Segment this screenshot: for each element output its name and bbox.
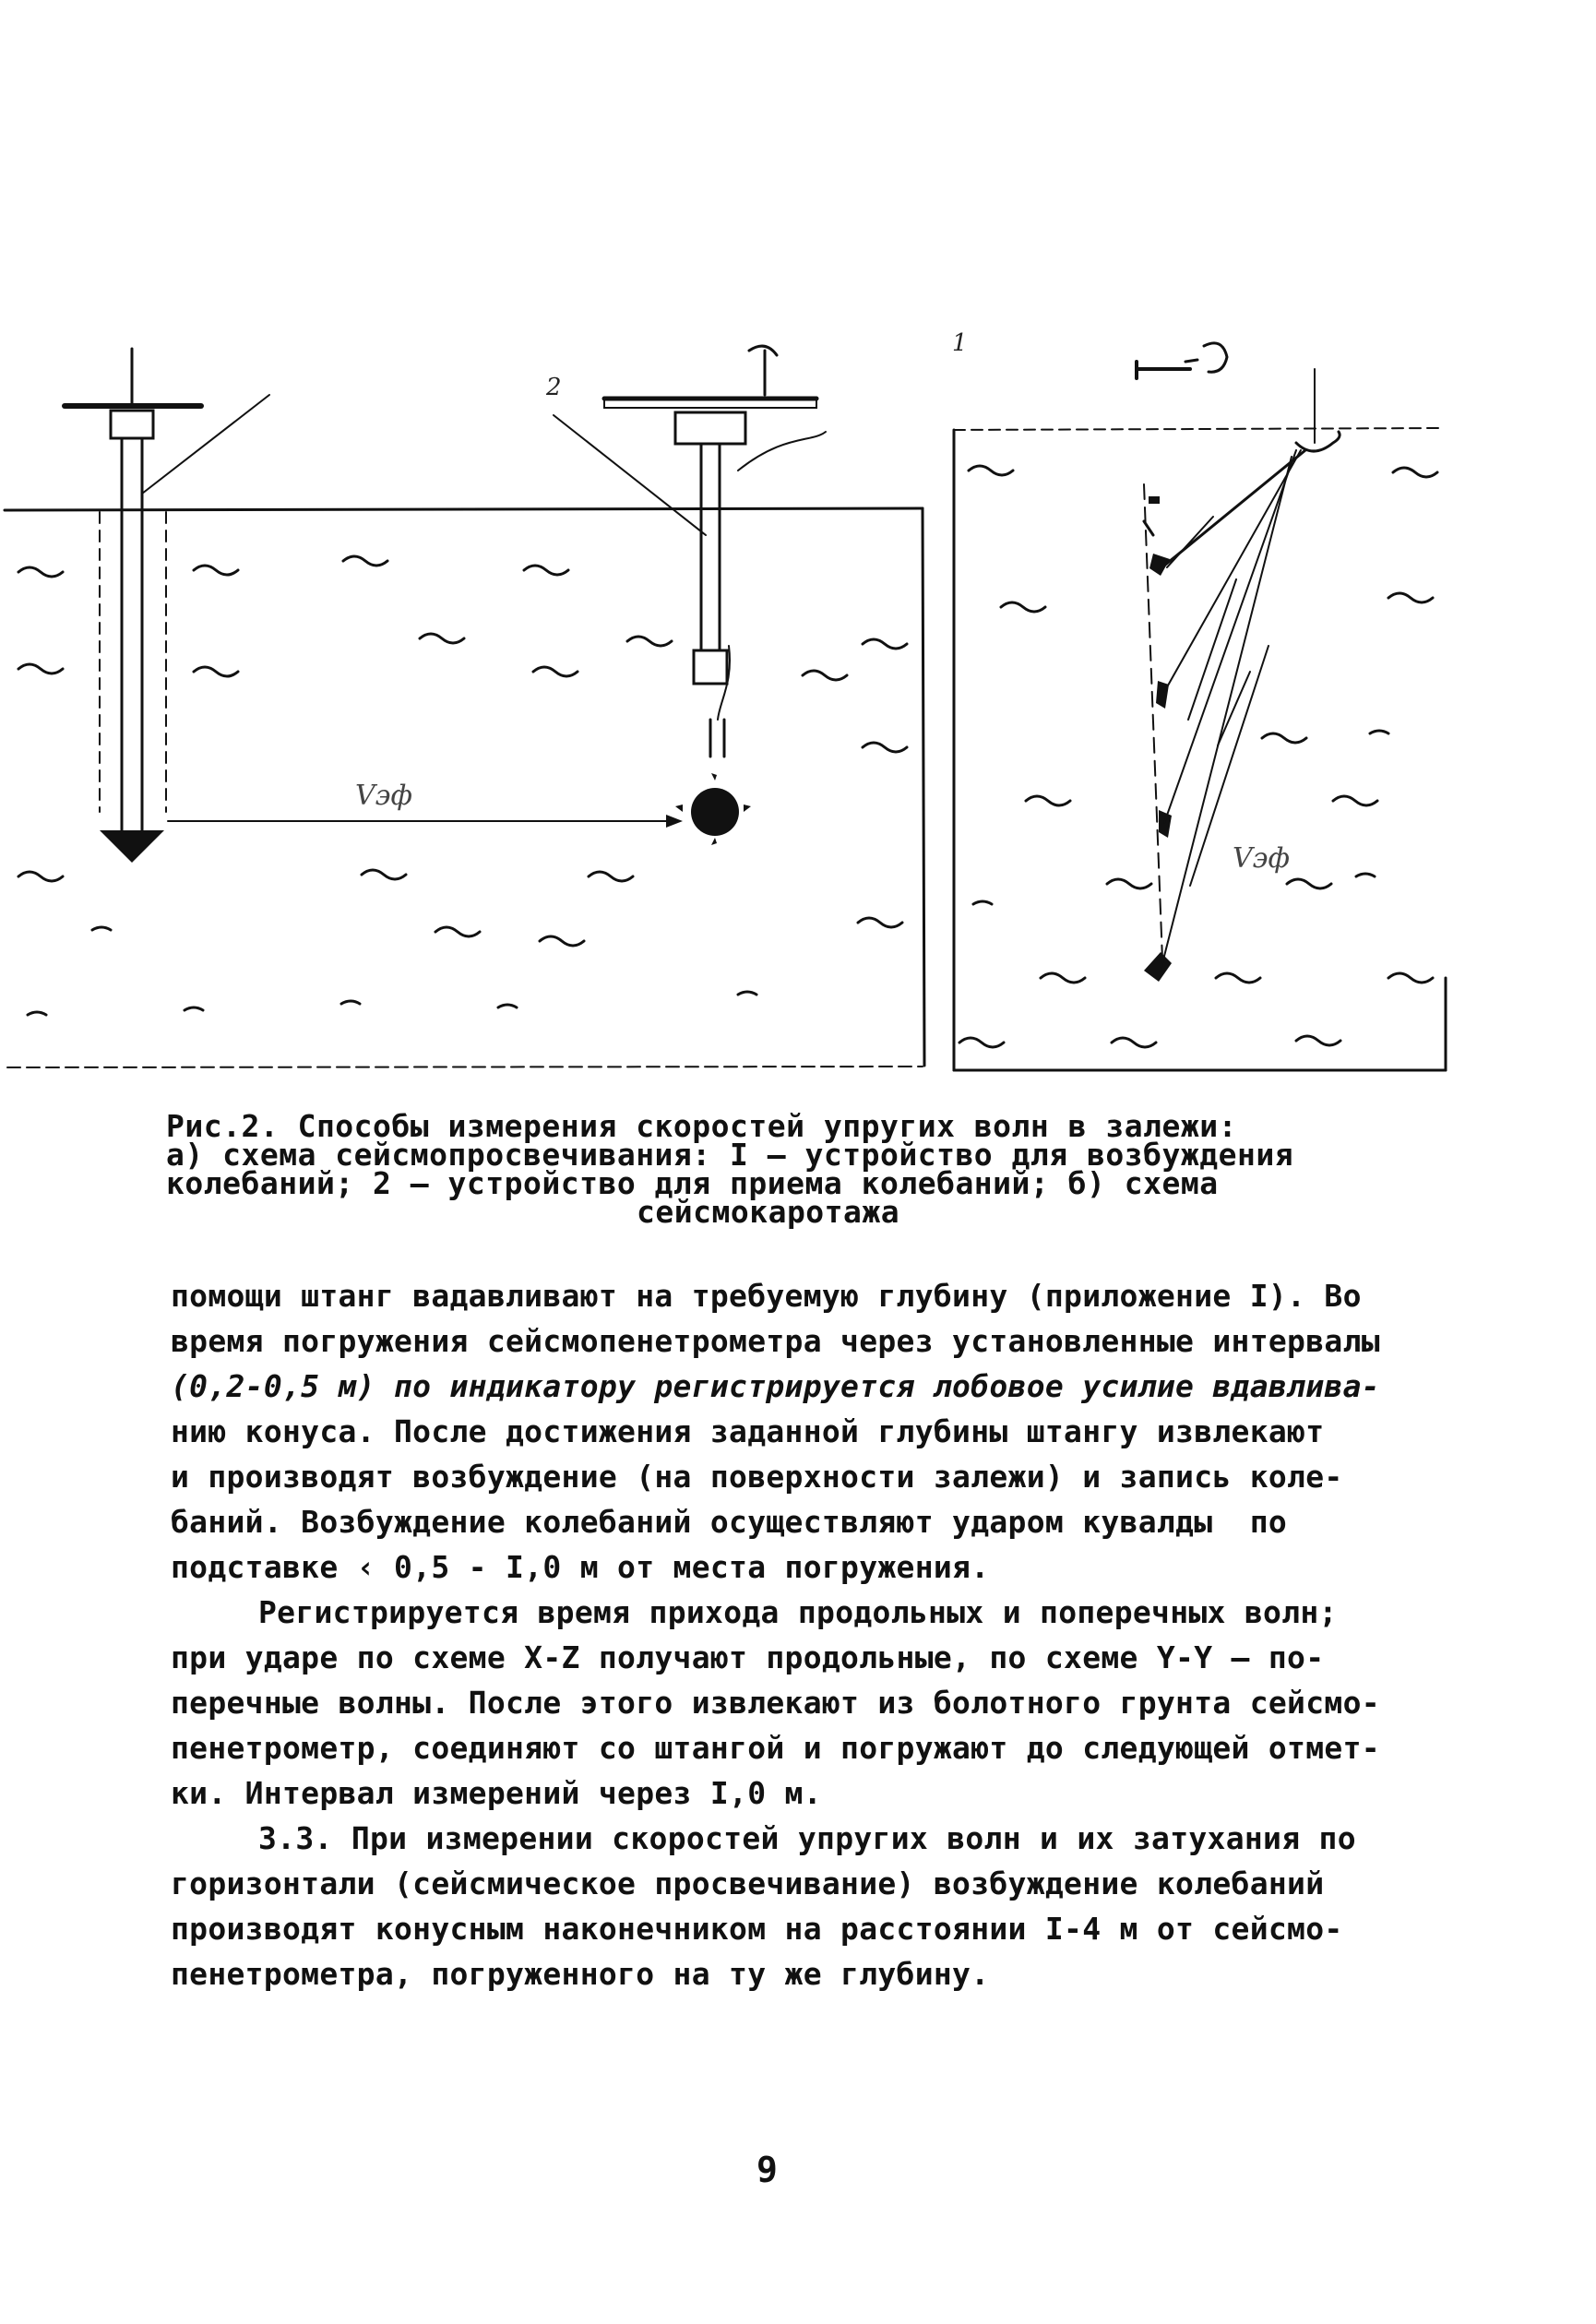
text-line: нию конуса. После достижения заданной глубины штангу извлекают — [171, 1413, 1325, 1449]
source-device — [65, 349, 269, 863]
paragraph-3 — [171, 1816, 1425, 1996]
text-line: производят конусным наконечником на расстоянии I-4 м от сейсмо- — [171, 1911, 1343, 1947]
caption-line: сейсмокаротажа — [637, 1194, 900, 1230]
page-number: 9 — [756, 2150, 778, 2190]
receiver-device — [554, 346, 826, 845]
caption-line: а) схема сейсмопросвечивания: I — устройство для возбуждения — [166, 1137, 1294, 1173]
text-line: 3.3. При измерении скоростей упругих волн и их затухания по — [258, 1820, 1356, 1856]
figure-caption — [166, 1108, 1365, 1230]
text-line: (0,2-0,5 м) по индикатору регистрируется лобовое усилие вдавлива- — [171, 1368, 1380, 1404]
text-line: ки. Интервал измерений через I,0 м. — [171, 1775, 822, 1811]
text-line: горизонтали (сейсмическое просвечивание) возбуждение колебаний — [171, 1865, 1325, 1901]
water-marks-b — [959, 466, 1437, 1047]
panel-a — [5, 346, 924, 1067]
paragraph-1 — [171, 1273, 1425, 1590]
text-line: Регистрируется время прихода продольных и поперечных волн; — [258, 1594, 1338, 1630]
text-line: время погружения сейсмопенетрометра через установленные интервалы — [171, 1323, 1380, 1359]
text-line: пенетрометра, погруженного на ту же глубину. — [171, 1956, 990, 1992]
figure-seismic-methods — [0, 332, 1596, 1089]
text-line: пенетрометр, соединяют со штангой и погружают до следующей отмет- — [171, 1730, 1380, 1766]
panel-b — [954, 343, 1446, 1070]
paragraph-2 — [171, 1590, 1425, 1816]
text-line: помощи штанг вадавливают на требуемую глубину (приложение I). Во — [171, 1278, 1362, 1314]
label-source: 1 — [952, 332, 968, 357]
text-line: подставке ‹ 0,5 - I,0 м от места погружения. — [171, 1549, 990, 1585]
text-line: баний. Возбуждение колебаний осуществляют ударом кувалды по — [171, 1504, 1288, 1540]
caption-line: Рис.2. Способы измерения скоростей упругих волн в залежи: — [166, 1108, 1237, 1144]
text-line: перечные волны. После этого извлекают из болотного грунта сейсмо- — [171, 1685, 1380, 1721]
text-line: и производят возбуждение (на поверхности залежи) и запись коле- — [171, 1459, 1343, 1495]
caption-line: колебаний; 2 — устройство для приема колебаний; б) схема — [166, 1165, 1219, 1201]
body-text — [171, 1273, 1425, 1996]
water-marks-a — [18, 556, 907, 1015]
label-velocity-a: Vэф — [355, 780, 412, 812]
label-receiver: 2 — [546, 374, 562, 401]
label-velocity-b: Vэф — [1233, 842, 1290, 875]
text-line: при ударе по схеме Х-Z получают продольные, по схеме Y-Y — по- — [171, 1639, 1325, 1675]
